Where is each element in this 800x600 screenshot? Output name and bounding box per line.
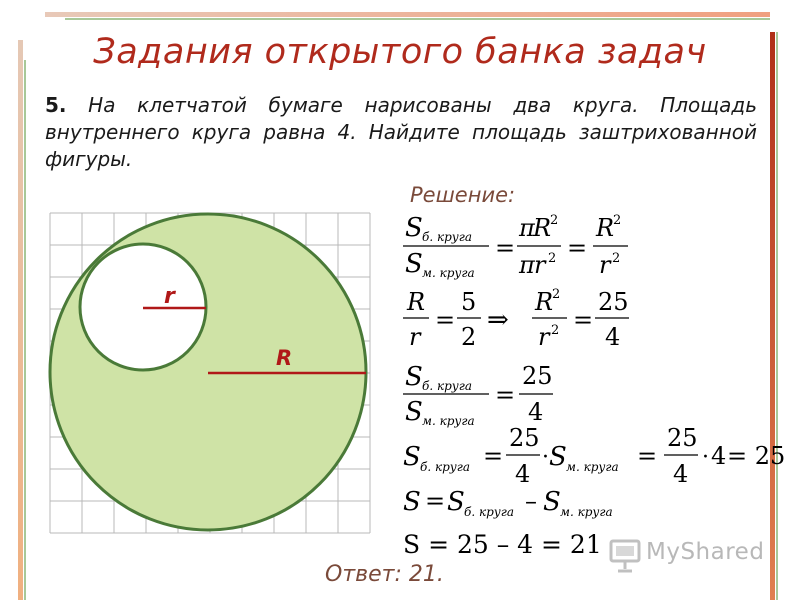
decor-bar-top [45,12,770,17]
problem-statement [45,92,757,173]
formula-ratio-areas [403,213,628,280]
f2-R2: R [535,288,554,316]
f5-minus: – [525,487,537,515]
f1-s-big: S [405,213,423,243]
formula-final: S = 25 – 4 = 21 [403,530,602,559]
f5-s: S [403,487,421,517]
f1-sub-big: б. круга [422,230,472,244]
f2-r: r [409,323,421,351]
solution-label: Решение: [410,183,516,207]
f3-s-small: S [405,397,423,427]
f2-sq-bot: 2 [551,323,560,338]
f1-R-top: R [533,214,552,242]
small-radius-label: r [164,284,175,309]
f1-eq1: = [495,234,516,262]
f2-4: 4 [605,323,621,351]
f4-eq1: = [483,442,504,470]
decor-bar-left [18,40,23,600]
f5-sub-small: м. круга [560,505,613,519]
f1-s-small: S [405,249,423,279]
answer: Ответ: 21. [325,562,444,587]
f4-4b: 4 [673,460,689,488]
formula-difference [403,487,613,519]
f1-sq-bot: 2 [548,251,557,266]
myshared-logo [608,535,768,575]
f1-eq2: = [567,234,588,262]
f1-sub-small: м. круга [422,266,475,280]
f3-25: 25 [522,362,553,390]
logo-text: MyShared [646,539,765,565]
f5-s-small: S [543,487,561,517]
formula-big-area [403,424,785,488]
f3-s-big: S [405,362,423,392]
f2-five: 5 [461,288,477,316]
f1-pi-bot: π [519,251,535,279]
f4-4c: 4 [711,442,727,470]
f5-eq: = [425,487,446,515]
f4-eq2: = [637,442,658,470]
f2-eq2: = [573,306,594,334]
formula-radius-ratio [403,287,629,351]
f2-two: 2 [461,323,477,351]
f3-eq: = [495,381,516,409]
f2-eq1: = [435,306,456,334]
f1-sq2-bot: 2 [612,251,621,266]
f3-4: 4 [528,398,544,426]
f1-R2-top: R [596,214,615,242]
f3-sub-small: м. круга [422,414,475,428]
decor-line-top [65,18,770,20]
f5-sub-big: б. круга [464,505,514,519]
f2-implies: ⇒ [487,305,509,335]
f3-sub-big: б. круга [422,379,472,393]
slide-title: Задания открытого банка задач [93,32,707,72]
decor-line-left [24,60,26,600]
f2-r2: r [538,323,550,351]
f4-result: = 25 [727,442,786,470]
circles-figure [40,205,380,555]
big-radius-label: R [276,346,293,370]
projector-screen-icon [608,535,644,573]
f4-sub-big: б. круга [420,460,470,474]
f1-pi-top: π [519,214,535,242]
f4-25a: 25 [509,424,540,452]
f4-s-big: S [403,442,421,472]
solution-formulas [395,200,790,565]
f2-25: 25 [598,288,629,316]
formula-area-ratio-value [403,362,553,428]
f1-sq2-top: 2 [613,213,622,228]
problem-number: 5. [45,93,67,117]
f4-dot2: · [702,445,709,470]
f4-dot1: · [542,445,549,470]
f2-sq-top: 2 [552,287,561,302]
f4-25b: 25 [667,424,698,452]
f5-s-big: S [447,487,465,517]
f1-r2-bot: r [599,251,611,279]
f4-sub-small: м. круга [566,460,619,474]
f2-R: R [407,288,426,316]
f4-s-small: S [549,442,567,472]
f4-4a: 4 [515,460,531,488]
f1-sq-top: 2 [550,213,559,228]
problem-text: На клетчатой бумаге нарисованы два круга. Площадь внутреннего круга равна 4. Найдите площадь заштрихованной фигуры. [45,93,757,171]
f1-r-bot: r [534,251,546,279]
